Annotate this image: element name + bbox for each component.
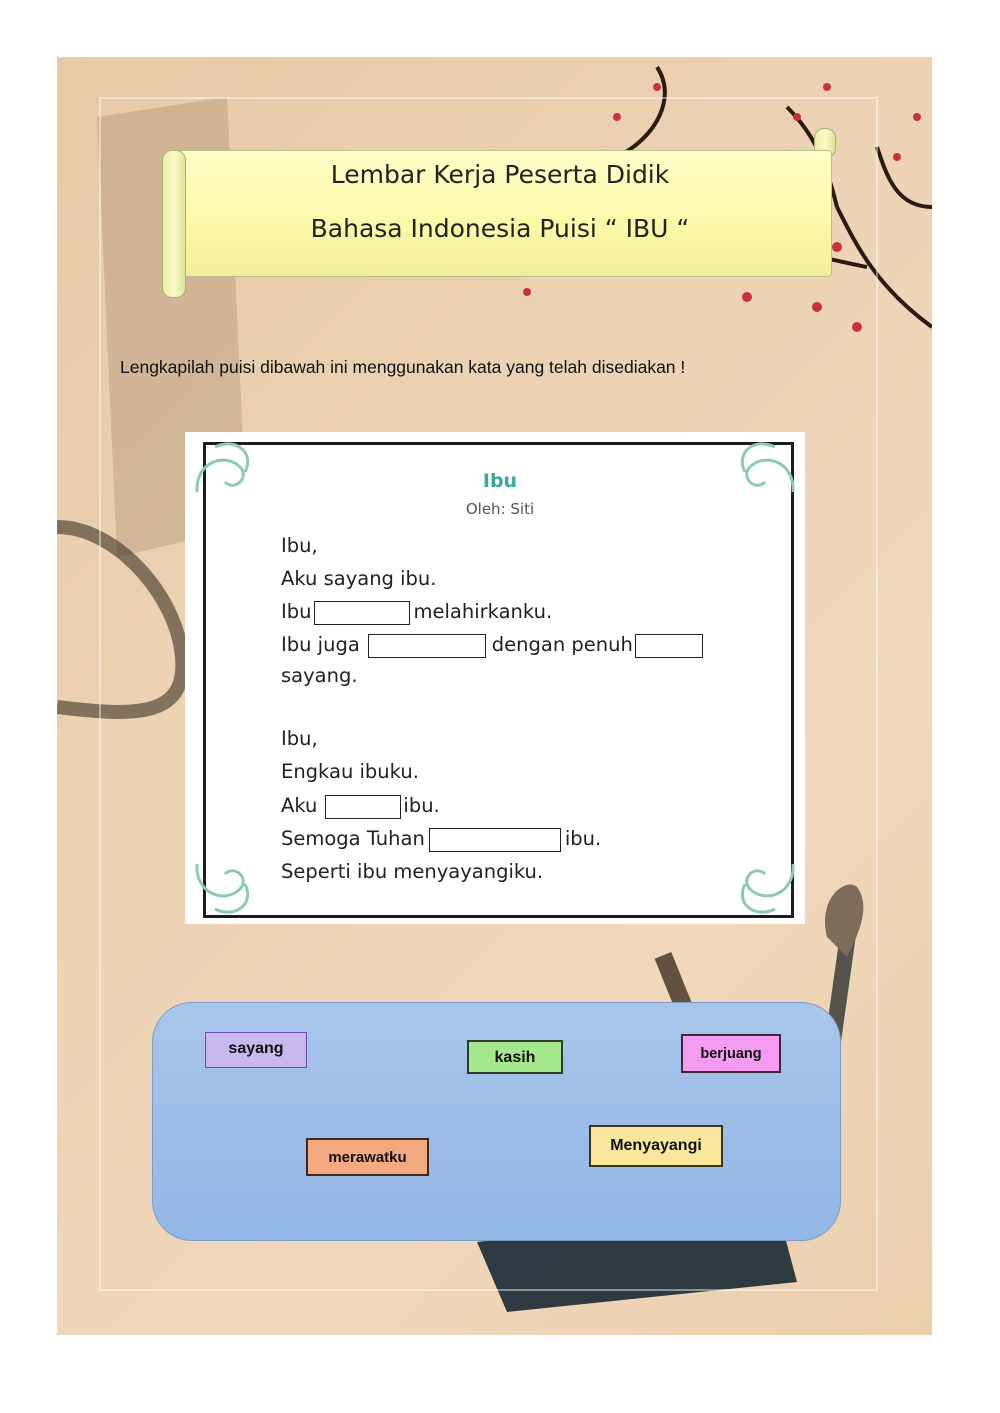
word-tile-kasih[interactable]: kasih	[467, 1040, 563, 1074]
poem-line-text: Semoga Tuhan	[281, 827, 425, 850]
poem-line-text: ibu.	[564, 827, 602, 850]
worksheet-title: Lembar Kerja Peserta Didik	[330, 160, 670, 189]
word-tile-sayang[interactable]: sayang	[205, 1032, 307, 1068]
poem-line: Ibu,	[281, 534, 318, 557]
poem-author: Oleh: Siti	[465, 500, 535, 518]
word-tile-merawatku[interactable]: merawatku	[306, 1138, 429, 1176]
poem-line	[281, 600, 552, 625]
poem-line-text: ibu.	[403, 794, 440, 817]
poem-line-text: melahirkanku.	[413, 600, 553, 623]
word-tile-menyayangi[interactable]: Menyayangi	[589, 1125, 723, 1167]
poem-line	[281, 827, 601, 852]
poem-line: Ibu,	[281, 727, 318, 750]
answer-blank-3[interactable]	[635, 634, 703, 658]
poem-line: Seperti ibu menyayangiku.	[281, 860, 544, 883]
poem-line-text: Ibu juga	[281, 633, 360, 656]
worksheet-subtitle: Bahasa Indonesia Puisi “ IBU “	[310, 214, 690, 243]
poem-line: Aku sayang ibu.	[281, 567, 437, 590]
poem-line-text: Aku	[281, 794, 318, 817]
poem-line-text: Ibu	[281, 600, 312, 623]
word-tile-berjuang[interactable]: berjuang	[681, 1034, 781, 1073]
answer-blank-4[interactable]	[325, 795, 401, 819]
poem-line	[281, 794, 440, 819]
answer-blank-5[interactable]	[429, 828, 561, 852]
poem-line	[281, 633, 703, 658]
answer-blank-1[interactable]	[314, 601, 410, 625]
poem-line: sayang.	[281, 664, 358, 687]
poem-line: Engkau ibuku.	[281, 760, 419, 783]
poem-line-text: dengan penuh	[491, 633, 633, 656]
poem-title: Ibu	[482, 470, 518, 492]
answer-blank-2[interactable]	[368, 634, 486, 658]
instruction-text: Lengkapilah puisi dibawah ini menggunakan kata yang telah disediakan !	[120, 357, 686, 377]
